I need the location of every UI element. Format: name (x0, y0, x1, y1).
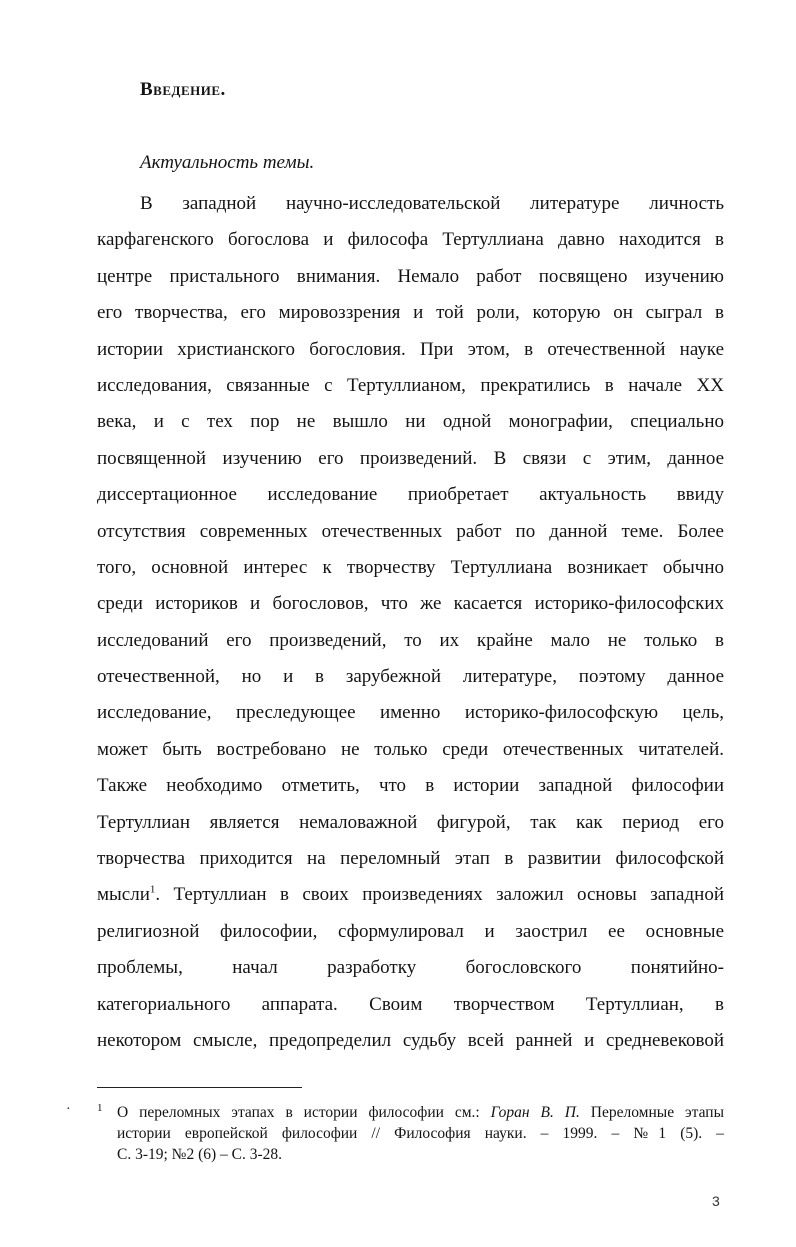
subsection-heading: Актуальность темы. (140, 152, 315, 173)
page-number: 3 (712, 1193, 720, 1209)
body-line-23: категориального аппарата. Своим творчеством Тертуллиан, в (97, 993, 724, 1015)
body-line-15: исследование, преследующее именно историко-философскую цель, (97, 702, 724, 724)
footnote-divider (97, 1087, 302, 1088)
footnote-author: Горан В. П. (490, 1104, 580, 1121)
body-line-14: отечественной, но и в зарубежной литературе, поэтому данное (97, 666, 724, 688)
body-line-20 (97, 877, 724, 913)
body-line-13: исследований его произведений, то их крайне мало не только в (97, 629, 724, 651)
footnote-line-3: С. 3-19; №2 (6) – С. 3-28. (117, 1146, 283, 1163)
footnote-mark: 1 (97, 1102, 103, 1114)
footnote (97, 1102, 724, 1165)
stray-mark: · (66, 1102, 71, 1117)
body-line-19: творчества приходится на переломный этап в развитии философской (97, 848, 724, 870)
body-line-20-start: мысли (97, 884, 150, 906)
footnote-reference[interactable]: 1 (149, 884, 156, 897)
footnote-text-start: О переломных этапах в истории философии см.: (117, 1104, 491, 1121)
body-line-16: может быть востребовано не только среди отечественных читателей. (97, 738, 724, 760)
body-line-5: истории христианского богословия. При этом, в отечественной науке (97, 338, 724, 360)
body-line-2: карфагенского богослова и философа Тертуллиана давно находится в (97, 229, 724, 251)
body-line-24: некотором смысле, предопределил судьбу всей ранней и средневековой (97, 1029, 724, 1051)
body-line-10: отсутствия современных отечественных работ по данной теме. Более (97, 520, 724, 542)
body-line-18: Тертуллиан является немаловажной фигурой, так как период его (97, 811, 724, 833)
footnote-line-1 (97, 1102, 724, 1123)
body-line-1: В западной научно-исследовательской литературе личность (140, 193, 724, 214)
footnote-text-end: Переломные этапы (579, 1104, 724, 1121)
body-line-4: его творчества, его мировоззрения и той роли, которую он сыграл в (97, 302, 724, 324)
body-line-9: диссертационное исследование приобретает актуальность ввиду (97, 484, 724, 506)
body-line-12: среди историков и богословов, что же касается историко-философских (97, 593, 724, 615)
section-heading: Введение. (140, 79, 226, 100)
footnote-line-2: истории европейской философии // Философия науки. – 1999. – №1 (5). – (117, 1125, 724, 1142)
body-line-6: исследования, связанные с Тертуллианом, прекратились в начале XX (97, 374, 724, 396)
body-line-7: века, и с тех пор не вышло ни одной монографии, специально (97, 411, 724, 433)
body-line-21: религиозной философии, сформулировал и заострил ее основные (97, 920, 724, 942)
body-line-17: Также необходимо отметить, что в истории западной философии (97, 775, 724, 797)
body-line-22: проблемы, начал разработку богословского понятийно- (97, 957, 724, 979)
body-line-3: центре пристального внимания. Немало работ посвящено изучению (97, 265, 724, 287)
body-line-11: того, основной интерес к творчеству Тертуллиана возникает обычно (97, 556, 724, 578)
body-paragraph (97, 186, 724, 1059)
body-line-8: посвященной изучению его произведений. В связи с этим, данное (97, 447, 724, 469)
body-line-20-end: . Тертуллиан в своих произведениях заложил основы западной (155, 884, 724, 906)
